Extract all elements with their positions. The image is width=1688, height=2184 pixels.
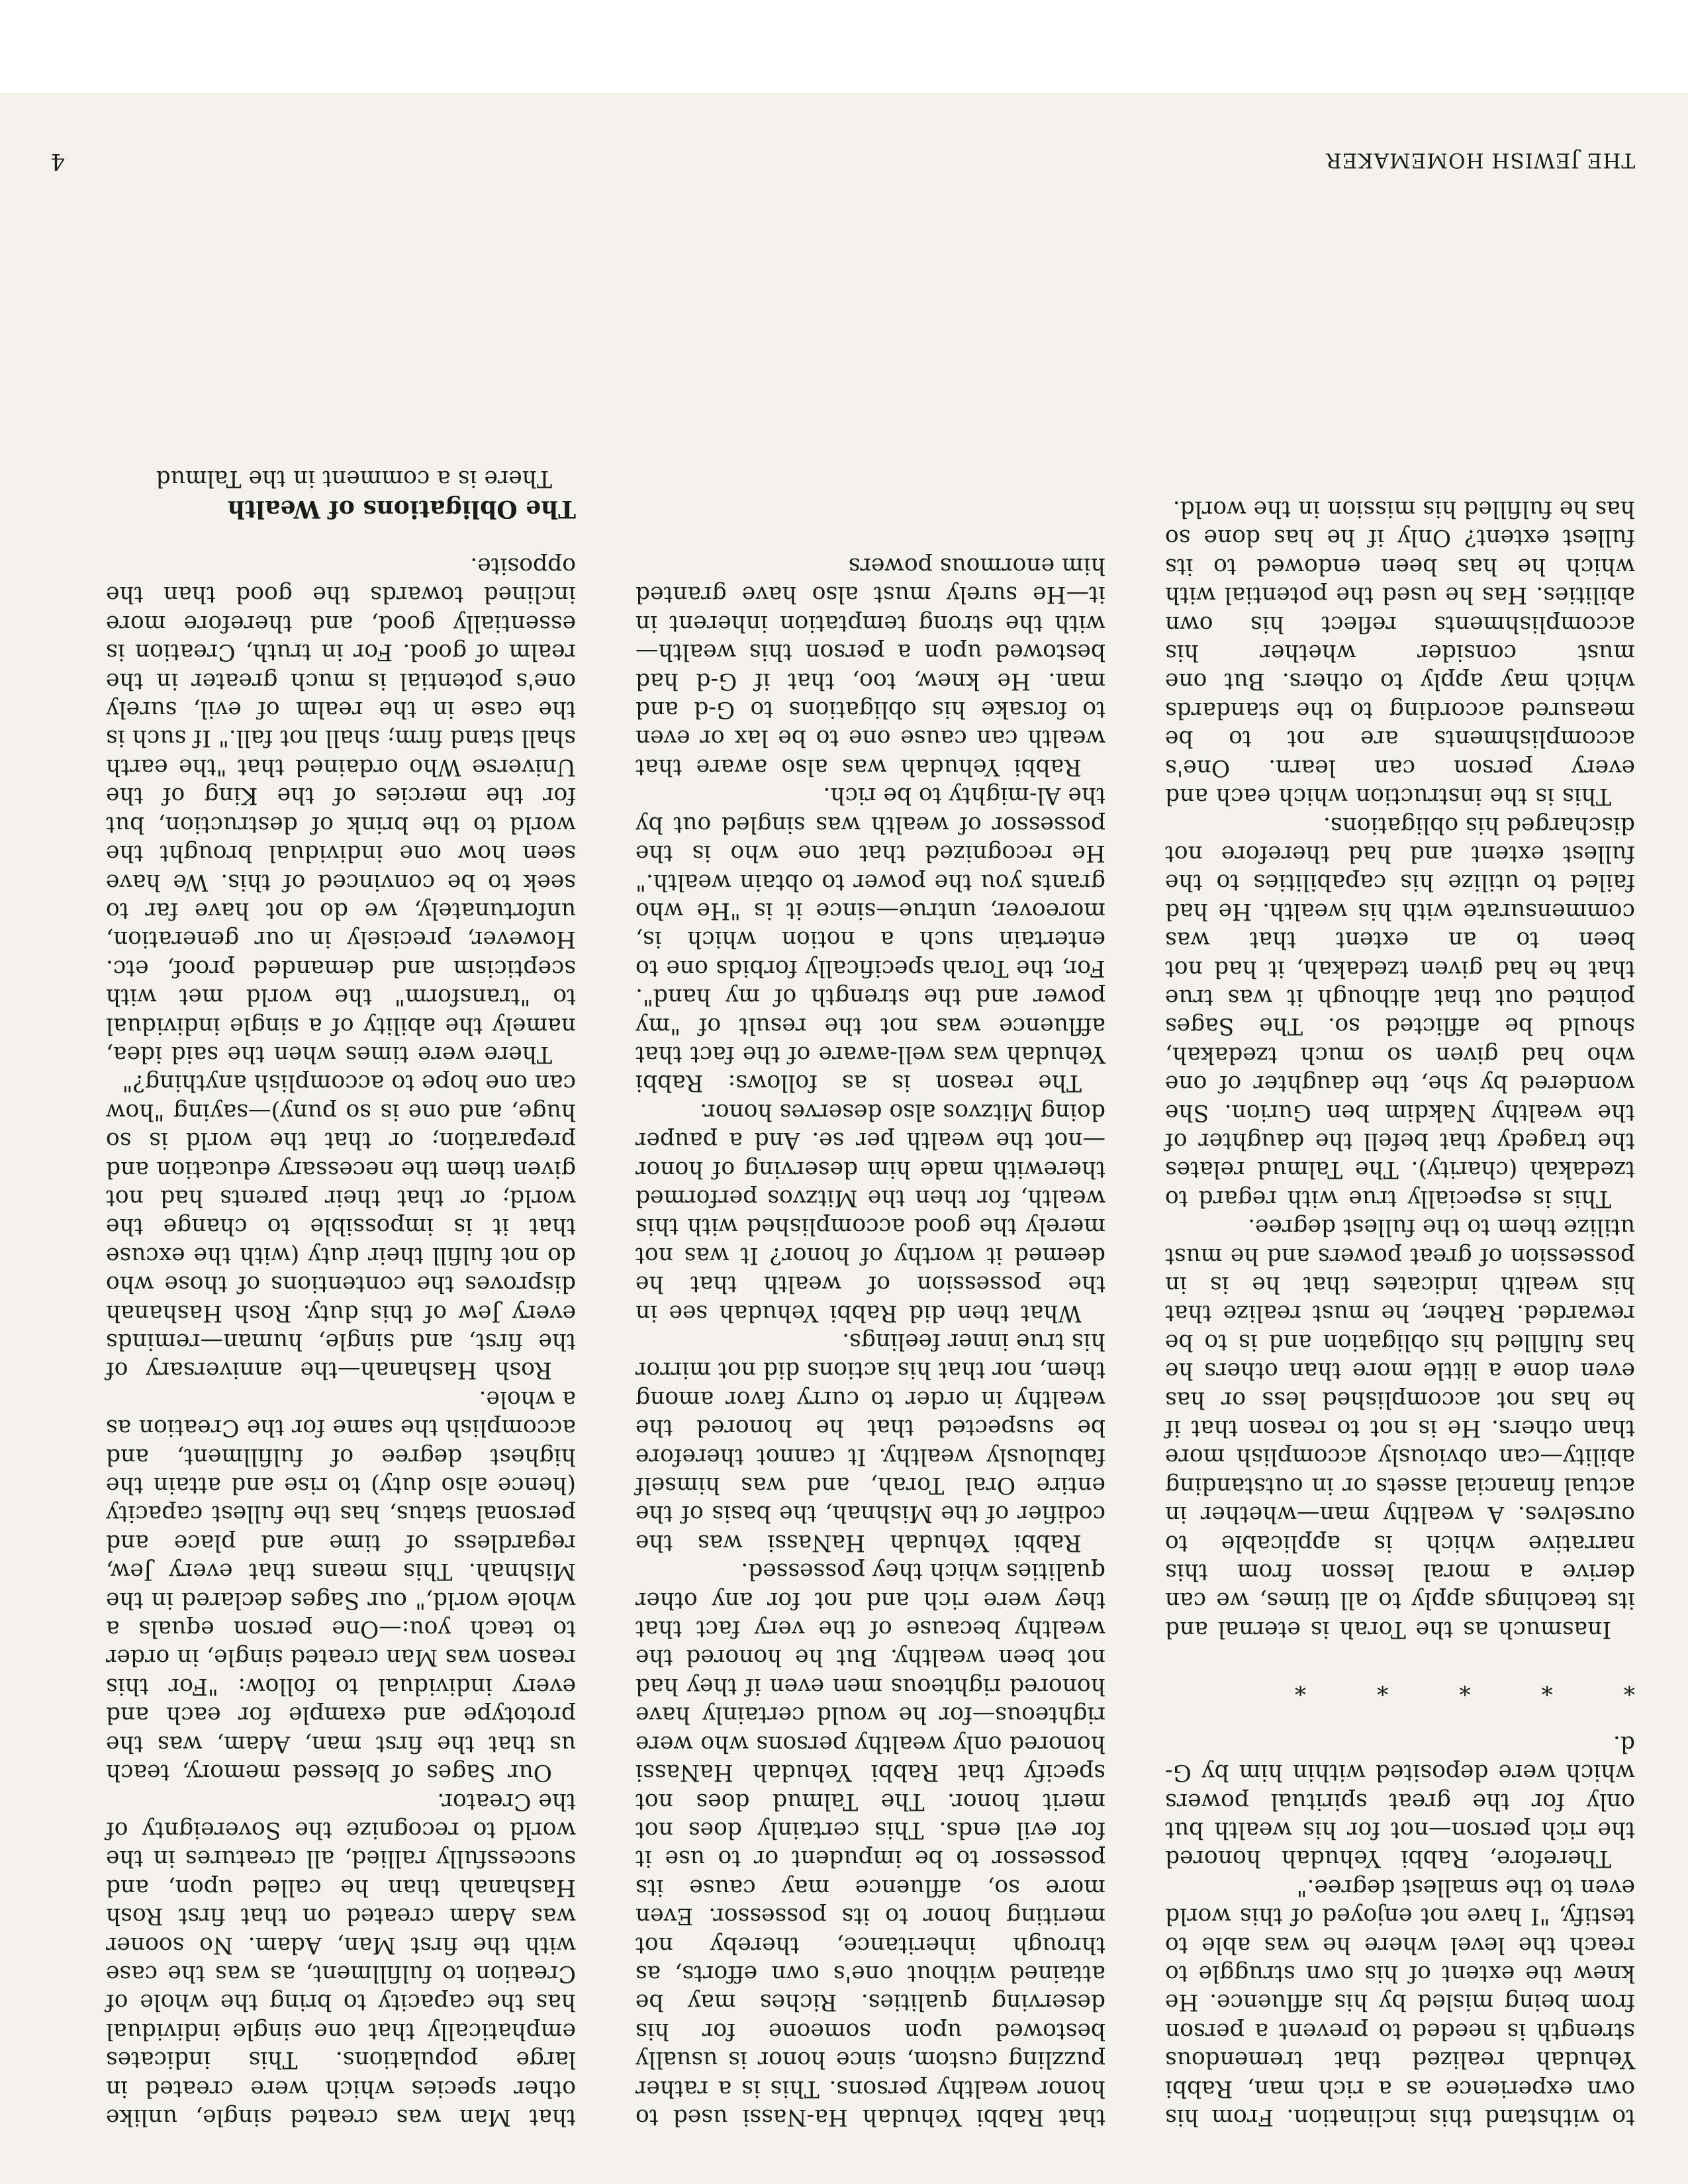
page-number: 4 — [50, 148, 65, 175]
column-middle — [635, 551, 1105, 2131]
paragraph: The reason is as follows: Rabbi Yehudah was well-aware of the fact that affluence was not the result of "my power and the strength of my hand". For, the Torah specifically forbids one to entertain such a notion which is, moreover, untrue—since it is "He who grants you the power to obtain wealth." He recognized that one who is the possessor of wealth was singled out by the Al-mighty to be rich. — [635, 782, 1105, 1097]
section-separator: * * * * * — [1262, 1673, 1635, 1700]
paragraph: Inasmuch as the Torah is eternal and its teachings apply to all times, we can derive a moral lesson from this narrative which is applicable to ourselves. A wealthy man—whether in actual financial assets or in outstanding ability—can obviously accomplish more than others. He is not to reason that if he has not accomplished less or has even done a little more than others he has fulfilled his obligation and is to be rewarded. Rather, he must realize that his wealth indicates that he is in possession of great powers and he must utilize them to the fullest degree. — [1165, 1214, 1635, 1643]
paragraph: Our Sages of blessed memory, teach us that the first man, Adam, was the prototype and example for each and every individual to follow: "For this reason was Man created single, in order to teach you:—One person equals a whole world," our Sages declared in the Mishnah. This means that every Jew, regardless of time and place and personal status, has the fullest capacity (hence also duty) to rise and attain the highest degree of fulfillment, and accomplish the same for the Creation as a whole. — [106, 1385, 576, 1786]
column-left — [1165, 494, 1635, 2131]
paragraph: This is especially true with regard to tzedakah (charity). The Talmud relates the tragedy that befell the daughter of the wealthy Nakdim ben Gurion. She wondered by she, the daughter of one who had given so much tzedakah, should be afflicted so. The Sages pointed out that although it was true that he had given tzedakah, it had not been to an extent that was commensurate with his wealth. He had failed to utilize his capabilities to the fullest extent and had therefore not discharged his obligations. — [1165, 811, 1635, 1212]
paragraph: Rabbi Yehudah HaNassi was the codifier of the Mishnah, the basis of the entire Oral Torah, and was himself fabulously wealthy. It cannot therefore be suspected that he honored the wealthy in order to curry favor among them, nor that his actions did not mirror his true inner feelings. — [635, 1328, 1105, 1556]
paragraph: What then did Rabbi Yehudah see in the possession of wealth that he deemed it worthy of honor? It was not merely the good accomplished with this wealth, for then the Mitzvos performed therewith made him deserving of honor—not the wealth per se. And a pauper doing Mitzvos also deserves honor. — [635, 1098, 1105, 1326]
paragraph: to withstand this inclination. From his own experience as a rich man, Rabbi Yehudah realized that tremendous strength is needed to prevent a person from being misled by his affluence. He knew the extent of his own struggle to reach the level where he was able to testify, "I have not enjoyed of this world even to the smallest degree." — [1165, 1874, 1635, 2130]
paragraph: Rabbi Yehudah was also aware that wealth can cause one to be lax or even to forsake his obligations to G-d and man. He knew, too, that if G-d had bestowed upon a person this wealth—with the strong temptation inherent in it—He surely must also have granted him enormous powers — [635, 553, 1105, 780]
paper-sheet — [0, 93, 1688, 2184]
paragraph: There is a comment in the Talmud — [156, 465, 552, 492]
paragraph: This is the instruction which each and every person can learn. One's accomplishments are not to be measured according to the standards which may apply to others. But one must consider whether his accomplishments reflect his own abilities. Has he used the potential with which he has been endowed to its fullest extent? Only if he has done so has he fulfilled his mission in the world. — [1165, 496, 1635, 810]
paragraph: Therefore, Rabbi Yehudah honored the rich person—not for his wealth but only for the great spiritual powers which were deposited within him by G-d. — [1165, 1730, 1635, 1872]
paragraph: that Rabbi Yehudah Ha-Nassi used to honor wealthy persons. This is a rather puzzling custom, since honor is usually bestowed upon someone for his deserving qualities. Riches may be attained without one's own efforts, as through inheritance, thereby not meriting honor to its possessor. Even more so, affluence may cause its possessor to be impudent or to use it for evil ends. This certainly does not merit honor. The Talmud does not specify that Rabbi Yehudah HaNassi honored only wealthy persons who were righteous—for he would certainly have honored righteous men even if they had not been wealthy. But he honored the wealthy because of the very fact that they were rich and not for any other qualities which they possessed. — [635, 1558, 1105, 2130]
magazine-title-footer: THE JEWISH HOMEMAKER — [1325, 148, 1635, 172]
section-heading: The Obligations of Wealth — [227, 494, 576, 523]
paragraph: There were times when the said idea, namely the ability of a single individual to "transform" the world met with scepticism and demanded proof, etc. However, precisely in our generation, unfortunately, we do not have far to seek to be convinced of this. We have seen how one individual brought the world to the brink of destruction, but for the mercies of the King of the Universe Who ordained that "the earth shall stand firm; shall not fall." If such is the case in the realm of evil, surely one's potential is much greater in the realm of good. For in truth, Creation is essentially good, and therefore more inclined towards the good than the opposite. — [106, 553, 576, 1068]
column-right — [106, 464, 576, 2131]
paragraph: Rosh Hashanah—the anniversary of the first, and single, human—reminds every Jew of this duty. Rosh Hashanah disproves the contentions of those who do not fulfill their duty (with the excuse that it is impossible to change the world; or that their parents had not given them the necessary education and preparation; or that the world is so huge, and one is so puny)—saying "how can one hope to accomplish anything?" — [106, 1069, 576, 1384]
paragraph: that Man was created single, unlike other species which were created in large populations. This indicates emphatically that one single individual has the capacity to bring the whole of Creation to fulfillment, as was the case with the first Man, Adam. No sooner was Adam created on that first Rosh Hashanah than he called upon, and successfully rallied, all creatures in the world to recognize the Sovereignty of the Creator. — [106, 1788, 576, 2130]
